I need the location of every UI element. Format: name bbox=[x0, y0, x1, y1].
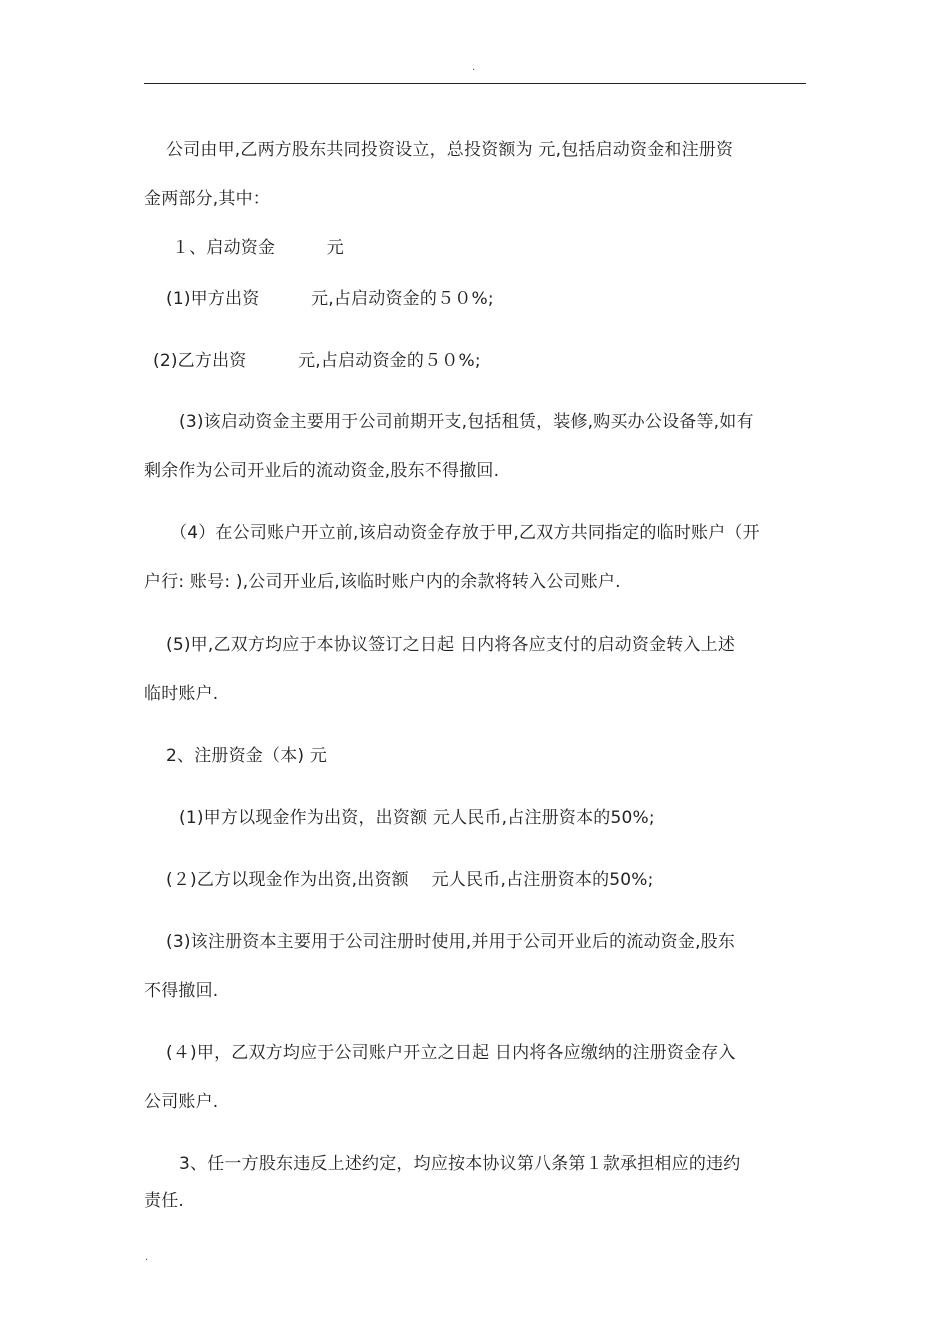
header-mark: . bbox=[472, 62, 476, 73]
clause-1-4-line-2: 户行: 账号: ),公司开业后,该临时账户内的余款将转入公司账户. bbox=[144, 572, 621, 592]
clause-2-4-line-1: (４)甲，乙双方均应于公司账户开立之日起 日内将各应缴纳的注册资金存入 bbox=[166, 1043, 736, 1063]
clause-1-5-line-2: 临时账户. bbox=[144, 684, 219, 704]
header-rule bbox=[144, 83, 806, 84]
clause-1-3-line-2: 剩余作为公司开业后的流动资金,股东不得撤回. bbox=[144, 461, 500, 481]
clause-2-3-line-1: (3)该注册资本主要用于公司注册时使用,并用于公司开业后的流动资金,股东 bbox=[166, 932, 736, 952]
section-3-line-2: 责任. bbox=[144, 1191, 185, 1211]
clause-1-2: (2)乙方出资 元,占启动资金的５０%; bbox=[153, 351, 481, 371]
intro-line-2: 金两部分,其中： bbox=[144, 189, 271, 209]
section-3-line-1: 3、任一方股东违反上述约定，均应按本协议第八条第１款承担相应的违约 bbox=[179, 1154, 741, 1174]
clause-1-3-line-1: (3)该启动资金主要用于公司前期开支,包括租赁，装修,购买办公设备等,如有 bbox=[179, 412, 754, 432]
clause-2-1: (1)甲方以现金作为出资，出资额 元人民币,占注册资本的50%; bbox=[179, 808, 655, 828]
clause-1-4-line-1: （4）在公司账户开立前,该启动资金存放于甲,乙双方共同指定的临时账户（开 bbox=[170, 523, 760, 543]
clause-2-3-line-2: 不得撤回. bbox=[144, 981, 219, 1001]
clause-1-1: (1)甲方出资 元,占启动资金的５０%; bbox=[166, 289, 494, 309]
clause-2-2: (２)乙方以现金作为出资,出资额 元人民币,占注册资本的50%; bbox=[166, 870, 654, 890]
clause-2-4-line-2: 公司账户. bbox=[144, 1092, 219, 1112]
section-1-heading: １、启动资金 元 bbox=[172, 238, 344, 258]
section-2-heading: 2、注册资金（本) 元 bbox=[166, 746, 328, 766]
footer-mark: . bbox=[145, 1252, 149, 1263]
intro-line-1: 公司由甲,乙两方股东共同投资设立，总投资额为 元,包括启动资金和注册资 bbox=[166, 140, 734, 160]
clause-1-5-line-1: (5)甲,乙双方均应于本协议签订之日起 日内将各应支付的启动资金转入上述 bbox=[166, 635, 736, 655]
